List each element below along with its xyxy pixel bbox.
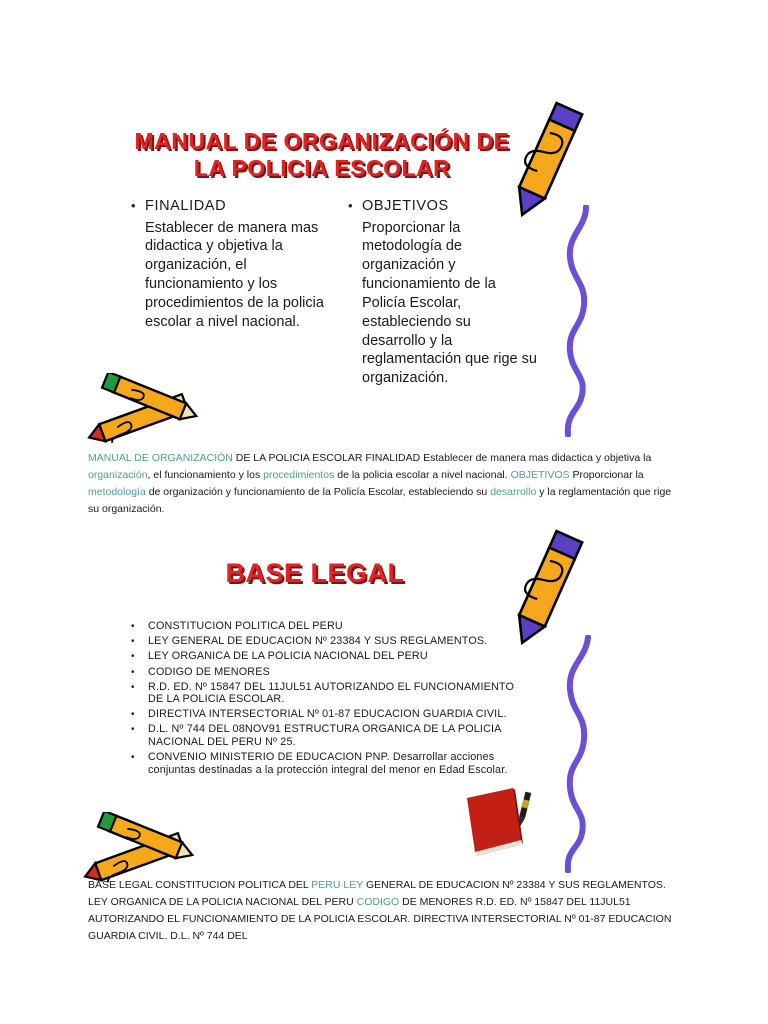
list-item — [131, 666, 521, 679]
objetivos-body: Proporcionar la metodología de organización y funcionamiento de la Policía Escolar, estableciendo su desarrollo y la reglamentación que rige su organización. — [362, 219, 537, 387]
list-item — [131, 635, 521, 648]
crossed-crayons-icon — [82, 812, 196, 884]
list-item-text: D.L. Nº 744 DEL 08NOV91 ESTRUCTURA ORGANICA DE LA POLICIA NACIONAL DEL PERU Nº 25. — [148, 723, 501, 749]
finalidad-heading-row — [131, 197, 331, 216]
column-objetivos — [348, 197, 538, 388]
list-item-text: R.D. ED. Nº 15847 DEL 11JUL51 AUTORIZANDO EL FUNCIONAMIENTO DE LA POLICIA ESCOLAR. — [148, 680, 514, 706]
ocr-text: DE MENORES R.D. ED. Nº 15847 DEL 11JUL51 AUTORIZANDO EL FUNCIONAMIENTO DE LA POLICIA ESCOLAR. DIRECTIVA INTERSECTORIAL Nº 01-87 EDUCACION GUARDIA CIVIL. D.L. Nº 744 DEL — [88, 896, 672, 942]
bullet-icon: • — [131, 636, 135, 648]
ocr-text: BASE LEGAL CONSTITUCION POLITICA DEL — [88, 879, 312, 891]
ocr-text: y la reglamentación que rige su organización. — [88, 486, 672, 515]
list-item — [131, 723, 521, 748]
list-item — [131, 751, 521, 776]
book-icon — [463, 786, 543, 862]
objetivos-heading: OBJETIVOS — [362, 198, 449, 214]
finalidad-heading: FINALIDAD — [145, 198, 227, 214]
ocr-highlight: MANUAL DE ORGANIZACIÓN — [88, 452, 233, 464]
ocr-paragraph-manual — [88, 450, 676, 518]
bullet-icon: • — [131, 724, 135, 736]
finalidad-body: Establecer de manera mas didactica y objetiva la organización, el funcionamiento y los procedimientos de la policia escolar a nivel nacional. — [145, 219, 324, 330]
crayon-icon — [495, 96, 599, 222]
base-legal-list — [131, 620, 521, 778]
list-item — [131, 681, 521, 706]
list-item-text: LEY ORGANICA DE LA POLICIA NACIONAL DEL PERU — [148, 650, 428, 663]
list-item-text: LEY GENERAL DE EDUCACION Nº 23384 Y SUS REGLAMENTOS. — [148, 635, 488, 648]
crossed-crayons-icon — [86, 373, 200, 445]
ocr-highlight: PERU LEY — [311, 879, 364, 891]
ocr-highlight: procedimientos — [263, 469, 335, 481]
column-finalidad — [131, 197, 331, 332]
ocr-highlight: metodología — [88, 486, 146, 498]
bullet-icon: • — [131, 198, 136, 213]
ocr-text: Proporcionar la — [569, 469, 644, 481]
list-item-text: DIRECTIVA INTERSECTORIAL Nº 01-87 EDUCACION GUARDIA CIVIL. — [148, 708, 507, 721]
bullet-icon: • — [131, 621, 135, 632]
list-item-text: CONSTITUCION POLITICA DEL PERU — [148, 620, 343, 632]
bullet-icon: • — [131, 751, 135, 763]
page-title-line-2: LA POLICIA ESCOLAR — [193, 155, 451, 182]
ocr-text: , el funcionamiento y los — [147, 469, 264, 481]
ocr-highlight: organización — [88, 469, 148, 481]
ocr-text: de organización y funcionamiento de la Policía Escolar, estableciendo su — [145, 486, 491, 498]
list-item-text: CONVENIO MINISTERIO DE EDUCACION PNP. Desarrollar acciones conjuntas destinadas a la protección integral del menor en Edad Escolar. — [148, 750, 508, 776]
ocr-highlight: desarrollo — [490, 486, 537, 498]
scribble-line-icon — [556, 635, 602, 873]
bullet-icon: • — [131, 709, 135, 721]
page-title-line-1: MANUAL DE ORGANIZACIÓN DE — [134, 128, 510, 154]
list-item — [131, 620, 521, 633]
list-item — [131, 650, 521, 663]
section-title-base-legal: BASE LEGAL — [225, 558, 405, 588]
list-item-text: CODIGO DE MENORES — [148, 665, 270, 678]
bullet-icon: • — [131, 681, 135, 693]
ocr-highlight: OBJETIVOS — [510, 469, 570, 481]
list-item — [131, 708, 521, 721]
ocr-text: de la policia escolar a nivel nacional. — [334, 469, 511, 481]
ocr-highlight: CODIGO — [356, 896, 400, 908]
scribble-line-icon — [556, 205, 602, 437]
bullet-icon: • — [348, 198, 353, 213]
ocr-text: DE LA POLICIA ESCOLAR FINALIDAD Establecer de manera mas didactica y objetiva la — [232, 452, 652, 464]
bullet-icon: • — [131, 666, 135, 678]
ocr-paragraph-base-legal — [88, 877, 676, 945]
page-title-manual — [96, 128, 548, 182]
ocr-text: GENERAL DE EDUCACION Nº 23384 Y SUS REGLAMENTOS. LEY ORGANICA DE LA POLICIA NACIONAL DEL PERU — [88, 879, 666, 908]
bullet-icon: • — [131, 651, 135, 663]
